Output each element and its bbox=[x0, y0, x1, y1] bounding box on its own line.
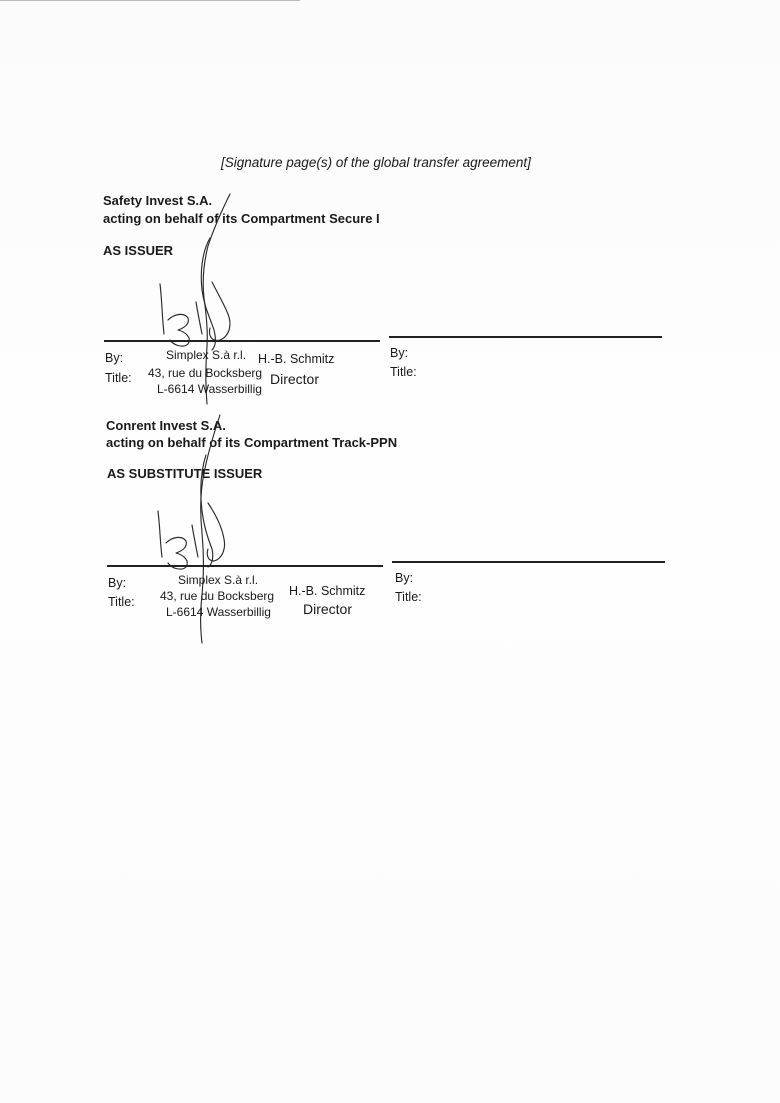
substitute-signer-name: H.-B. Schmitz bbox=[289, 584, 366, 598]
issuer-left-title-label: Title: bbox=[105, 371, 132, 385]
substitute-role: AS SUBSTITUTE ISSUER bbox=[107, 466, 263, 481]
substitute-stamp-line-2: 43, rue du Bocksberg bbox=[160, 589, 275, 603]
issuer-signature-line-left bbox=[104, 340, 380, 342]
substitute-signature-line-left bbox=[107, 565, 383, 567]
substitute-compartment: acting on behalf of its Compartment Track-PPN bbox=[106, 435, 398, 450]
issuer-signer-name: H.-B. Schmitz bbox=[258, 352, 335, 366]
page-heading: [Signature page(s) of the global transfer agreement] bbox=[221, 155, 531, 170]
substitute-signature-line-right bbox=[392, 561, 665, 563]
substitute-left-by-label: By: bbox=[108, 576, 127, 590]
issuer-left-by-label: By: bbox=[105, 351, 124, 365]
issuer-right-by-label: By: bbox=[390, 346, 409, 360]
issuer-right-title-label: Title: bbox=[390, 365, 417, 379]
scan-edge-line bbox=[0, 0, 300, 1]
substitute-right-by-label: By: bbox=[395, 571, 414, 585]
substitute-right-title-label: Title: bbox=[395, 590, 422, 604]
issuer-stamp-line-2: 43, rue du Bocksberg bbox=[148, 366, 263, 380]
substitute-stamp-line-3: L-6614 Wasserbillig bbox=[166, 605, 271, 619]
issuer-role: AS ISSUER bbox=[103, 243, 174, 258]
issuer-stamp-line-3: L-6614 Wasserbillig bbox=[157, 382, 262, 396]
substitute-left-title-label: Title: bbox=[108, 595, 135, 609]
issuer-compartment: acting on behalf of its Compartment Secure I bbox=[103, 211, 380, 226]
issuer-signer-title: Director bbox=[270, 371, 320, 387]
substitute-company-name: Conrent Invest S.A. bbox=[106, 418, 226, 433]
issuer-stamp-line-1: Simplex S.à r.l. bbox=[166, 348, 247, 362]
issuer-company-name: Safety Invest S.A. bbox=[103, 193, 213, 208]
issuer-signature-line-right bbox=[389, 336, 662, 338]
substitute-signer-title: Director bbox=[303, 601, 353, 617]
substitute-stamp-line-1: Simplex S.à r.l. bbox=[178, 573, 259, 587]
